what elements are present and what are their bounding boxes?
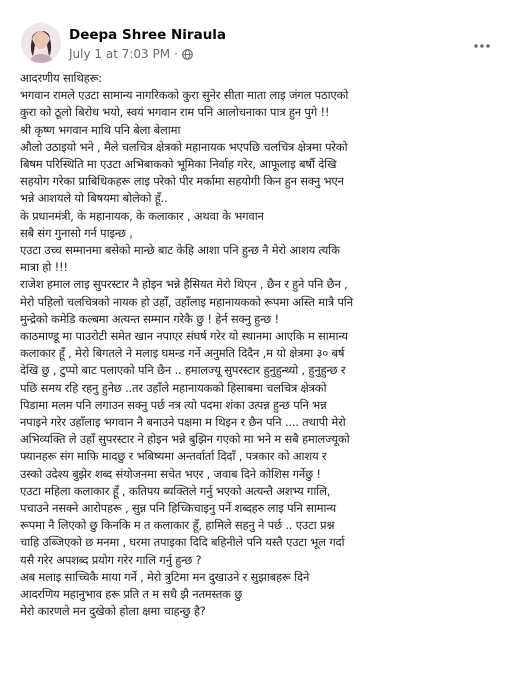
- post-text-line: मेरो पहिलो चलचित्रको नायक हो उहाँ, उहाँलाइ महानायकको रूपमा अस्ति मात्रै पनि: [20, 294, 353, 309]
- post-text-line: सहयोग गरेका प्राबिधिकहरू लाइ परेको पीर मर्कामा सहयोगी किन हुन सक्नु भएन: [20, 174, 344, 189]
- post-text-line: सबै संग गुनासो गर्न पाइन्छ ,: [20, 225, 133, 240]
- post-text-line: चाहि उब्जिएको छ मनमा , घरमा तपाइका दिदि बहिनीले पनि यस्तै एउटा भूल गर्दा: [20, 535, 345, 550]
- post-text-line: औलो उठाइयो भने , मैले चलचित्र क्षेत्रको महानायक भएपछि चलचित्र क्षेत्रमा परेको: [20, 139, 348, 154]
- post-text-line: पछि समय रहि रहनु हुनेछ ..तर उहाँले महानायकको हिसाबमा चलचित्र क्षेत्रको: [20, 380, 327, 395]
- post-text-line: के प्रधानमंत्री, के महानायक, के कलाकार , अथवा के भगवान: [20, 208, 264, 223]
- post-text-line: भगवान रामले एउटा सामान्य नागरिकको कुरा सुनेर सीता माता लाइ जंगल पठाएको: [20, 88, 349, 103]
- post-text-line: आदरणिय महानुभाव हरू प्रति त म सधै झै नतमस्तक छु: [20, 587, 243, 602]
- more-dots-icon: [474, 33, 490, 52]
- post-text-line: मात्रा हो !!!: [20, 260, 68, 275]
- globe-icon: [182, 49, 193, 60]
- post-meta: [69, 47, 193, 61]
- post-text-line: मेरो कारणले मन दुखेको होला क्षमा चाहन्छु है?: [20, 604, 206, 619]
- post-text-line: कलाकार हूँ , मेरो बिगतले ने मलाइ घमन्ड गर्ने अनुमति दिदैन ,म यो क्षेत्रमा ३० बर्ष: [20, 346, 345, 361]
- post-text-line: राजेश हमाल लाइ सुपरस्टार नै होइन भन्ने हैसियत मेरो थिएन , छैन र हुने पनि छैन ,: [20, 277, 348, 292]
- post-text-line: कुरा को ठूलो बिरोध भयो, स्वयं भगवान राम पनि आलोचनाका पात्र हुन पुगे !!: [20, 105, 330, 120]
- post-text-line: यसै गरेर अपशब्द प्रयोग गरेर गालि गर्नु हुन्छ ?: [20, 552, 202, 567]
- post-text-line: मुन्द्रेको कमेडि कल्बमा अत्यन्त सम्मान गरेकै छु ! हेर्न सक्नु हुन्छ !: [20, 311, 279, 326]
- post-text-line: देखि छु , टुप्पो बाट पलाएको पनि छैन .. हमालज्यू सुपरस्टार हुनुहुन्थ्यो , हुनुहुन्छ र: [20, 363, 346, 378]
- post-text-line: अब मलाइ साच्चिकै माया गर्ने , मेरो त्रुटिमा मन दुखाउने र सुझाबहरू दिने: [20, 569, 310, 584]
- post-text-line: एउटा महिला कलाकार हूँ , कतिपय ब्यक्तिले गर्नु भएको अत्यन्तै अशभ्य गालि,: [20, 483, 331, 498]
- post-text-line: फ्यानहरू संग माफि मादछु र भबिष्यमा अन्तर्वार्ता दिदाँ , पत्रकार को आशय र: [20, 449, 327, 464]
- post-text-line: एउटा उच्च सम्मानमा बसेको मान्छे बाट केहि आशा पनि हुन्छ नै मेरो आशय त्यकि: [20, 243, 340, 258]
- post-timestamp[interactable]: July 1 at 7:03 PM: [69, 47, 171, 61]
- post-text-line: आदरणीय साथिहरू:: [20, 71, 102, 85]
- more-options-button[interactable]: [468, 30, 496, 54]
- meta-separator: ·: [174, 47, 178, 61]
- author-name[interactable]: Deepa Shree Niraula: [69, 27, 227, 43]
- post-text-line: पचाउने नसक्ने आरोपहरू , सुन्न पनि हिच्किचाइनु पर्ने शब्दहरु लाइ पनि सामान्य: [20, 501, 336, 516]
- post-text-line: उस्को उदेश्य बुझेर शब्द संयोजनमा सचेत भएर , जवाब दिने कोशिस गर्नेछु !: [20, 466, 321, 481]
- author-avatar[interactable]: [21, 23, 61, 63]
- post-text-line: रूपमा नै लिएको छु किनकि म त कलाकार हूँ, हामिले सहनु ने पर्छ .. एउटा प्रश्न: [20, 518, 335, 533]
- post-header: [0, 0, 508, 62]
- post-text-line: भन्ने आशयले यो बिषयमा बोलेको हूँ..: [20, 191, 168, 206]
- post-text-line: श्री कृष्ण भगवान माथि पनि बेला बेलामा: [20, 122, 181, 137]
- post-text-line: नपाइने गरेर उहाँलाइ भगवान नै बनाउने पक्षमा म थिइन र छैन पनि .... तथापी मेरो: [20, 415, 346, 430]
- post-body: [20, 70, 500, 621]
- post-text-line: अभिव्यक्ति ले उहाँ सुपरस्टार ने होइन भन्ने बुझिन गएको मा भने म सबै हमालज्यूको: [20, 432, 350, 447]
- post-text-line: काठमाण्डू मा पाउरोटी समेत खान नपाएर संघर्ष गरेर यो स्थानमा आएकि म सामान्य: [20, 329, 348, 344]
- post-text-line: बिषम परिस्थिति मा एउटा अभिबाकको भूमिका निर्वाह गरेर, आफूलाइ बर्षौ देखि: [20, 157, 337, 172]
- post-text-line: पिडामा मलम पनि लगाउन सक्नु पर्छ नत्र त्यो पदमा शंका उत्पन्न हुन्छ पनि भन्न: [20, 397, 327, 412]
